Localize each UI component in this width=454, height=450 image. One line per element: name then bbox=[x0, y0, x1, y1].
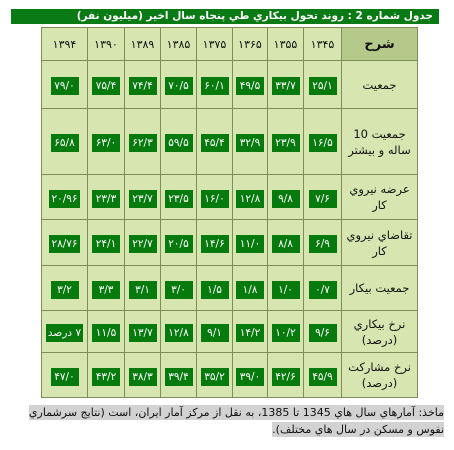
value-cell: ۲۳/۹ bbox=[272, 134, 300, 152]
value-cell: ۴۷/۰ bbox=[51, 368, 79, 386]
value-cell: ۶۲/۳ bbox=[129, 134, 157, 152]
value-cell: ۸/۸ bbox=[272, 235, 300, 253]
row-label: نرخ بيكاري (درصد) bbox=[342, 311, 418, 353]
year-header: ۱۳۷۵ bbox=[197, 28, 233, 61]
value-cell: ۴۲/۶ bbox=[272, 368, 300, 386]
value-cell: ۲۸/۷۶ bbox=[49, 235, 79, 253]
value-cell: ۱۶/۰ bbox=[201, 190, 229, 208]
value-cell: ۴۳/۲ bbox=[92, 368, 120, 386]
row-label: عرضه نيروي كار bbox=[342, 175, 418, 220]
value-cell: ۲۳/۳ bbox=[92, 190, 120, 208]
table-row bbox=[42, 266, 418, 311]
value-cell: ۳/۱ bbox=[129, 281, 157, 299]
value-cell: ۷ درصد bbox=[46, 324, 83, 342]
value-cell: ۹/۶ bbox=[309, 324, 337, 342]
table-row bbox=[42, 61, 418, 109]
value-cell: ۱۴/۲ bbox=[236, 324, 264, 342]
year-header: ۱۳۹۴ bbox=[42, 28, 88, 61]
value-cell: ۲۵/۱ bbox=[309, 77, 337, 95]
value-cell: ۲۳/۷ bbox=[129, 190, 157, 208]
value-cell: ۲۰/۹۶ bbox=[49, 190, 79, 208]
year-header: ۱۳۶۵ bbox=[233, 28, 268, 61]
row-label: جمعيت بيكار bbox=[342, 266, 418, 311]
value-cell: ۳/۰ bbox=[165, 281, 193, 299]
value-cell: ۳۹/۰ bbox=[236, 368, 264, 386]
value-cell: ۱۳/۷ bbox=[129, 324, 157, 342]
value-cell: ۷۹/۰ bbox=[51, 77, 79, 95]
row-label: نرخ مشاركت (درصد) bbox=[342, 353, 418, 398]
value-cell: ۲۳/۵ bbox=[165, 190, 193, 208]
value-cell: ۷۰/۵ bbox=[165, 77, 193, 95]
source-note bbox=[16, 404, 444, 438]
value-cell: ۱۴/۶ bbox=[201, 235, 229, 253]
value-cell: ۳۳/۷ bbox=[272, 77, 300, 95]
value-cell: ۰/۷ bbox=[309, 281, 337, 299]
value-cell: ۲۴/۱ bbox=[92, 235, 120, 253]
value-cell: ۳۵/۲ bbox=[201, 368, 229, 386]
value-cell: ۷۴/۴ bbox=[129, 77, 157, 95]
value-cell: ۷/۶ bbox=[309, 190, 337, 208]
table-row bbox=[42, 175, 418, 220]
value-cell: ۳۲/۹ bbox=[236, 134, 264, 152]
row-label: تقاضاي نيروي كار bbox=[342, 220, 418, 266]
value-cell: ۱۲/۸ bbox=[236, 190, 264, 208]
row-label: جمعيت 10 ساله و بيشتر bbox=[342, 109, 418, 175]
value-cell: ۱۰/۲ bbox=[272, 324, 300, 342]
table-row bbox=[42, 311, 418, 353]
value-cell: ۶۰/۱ bbox=[201, 77, 229, 95]
value-cell: ۲۰/۵ bbox=[165, 235, 193, 253]
year-header: ۱۳۴۵ bbox=[304, 28, 342, 61]
year-header: ۱۳۸۵ bbox=[161, 28, 197, 61]
table-title: جدول شماره 2 : روند تحول بيكاري طي پنجاه سال اخير (ميليون نفر) bbox=[11, 9, 439, 24]
table-row bbox=[42, 220, 418, 266]
value-cell: ۲۲/۷ bbox=[129, 235, 157, 253]
table-row bbox=[42, 353, 418, 398]
value-cell: ۵۹/۵ bbox=[165, 134, 193, 152]
table-row bbox=[42, 109, 418, 175]
value-cell: ۴۵/۹ bbox=[309, 368, 337, 386]
value-cell: ۱۶/۵ bbox=[309, 134, 337, 152]
value-cell: ۱/۸ bbox=[236, 281, 264, 299]
row-label: جمعيت bbox=[342, 61, 418, 109]
value-cell: ۷۵/۴ bbox=[92, 77, 120, 95]
value-cell: ۴۵/۴ bbox=[201, 134, 229, 152]
header-row bbox=[42, 28, 418, 61]
value-cell: ۹/۸ bbox=[272, 190, 300, 208]
value-cell: ۳/۳ bbox=[92, 281, 120, 299]
header-label: شرح bbox=[342, 28, 418, 61]
value-cell: ۶۵/۸ bbox=[51, 134, 79, 152]
value-cell: ۴۹/۵ bbox=[236, 77, 264, 95]
value-cell: ۳۸/۳ bbox=[129, 368, 157, 386]
year-header: ۱۳۸۹ bbox=[125, 28, 161, 61]
source-note-text: ماخذ: آمارهاي سال هاي 1345 تا 1385، به نقل از مركز آمار ايران، است (نتايج سرشماري نفوس و مسكن در سال هاي مختلف). bbox=[28, 406, 444, 436]
unemployment-table bbox=[41, 27, 418, 398]
value-cell: ۱۱/۵ bbox=[92, 324, 120, 342]
value-cell: ۱/۵ bbox=[201, 281, 229, 299]
value-cell: ۱۲/۸ bbox=[165, 324, 193, 342]
value-cell: ۹/۱ bbox=[201, 324, 229, 342]
value-cell: ۶/۹ bbox=[309, 235, 337, 253]
value-cell: ۱۱/۰ bbox=[236, 235, 264, 253]
value-cell: ۱/۰ bbox=[272, 281, 300, 299]
year-header: ۱۳۹۰ bbox=[88, 28, 125, 61]
year-header: ۱۳۵۵ bbox=[268, 28, 304, 61]
value-cell: ۶۳/۰ bbox=[92, 134, 120, 152]
value-cell: ۳/۲ bbox=[51, 281, 79, 299]
value-cell: ۳۹/۴ bbox=[165, 368, 193, 386]
